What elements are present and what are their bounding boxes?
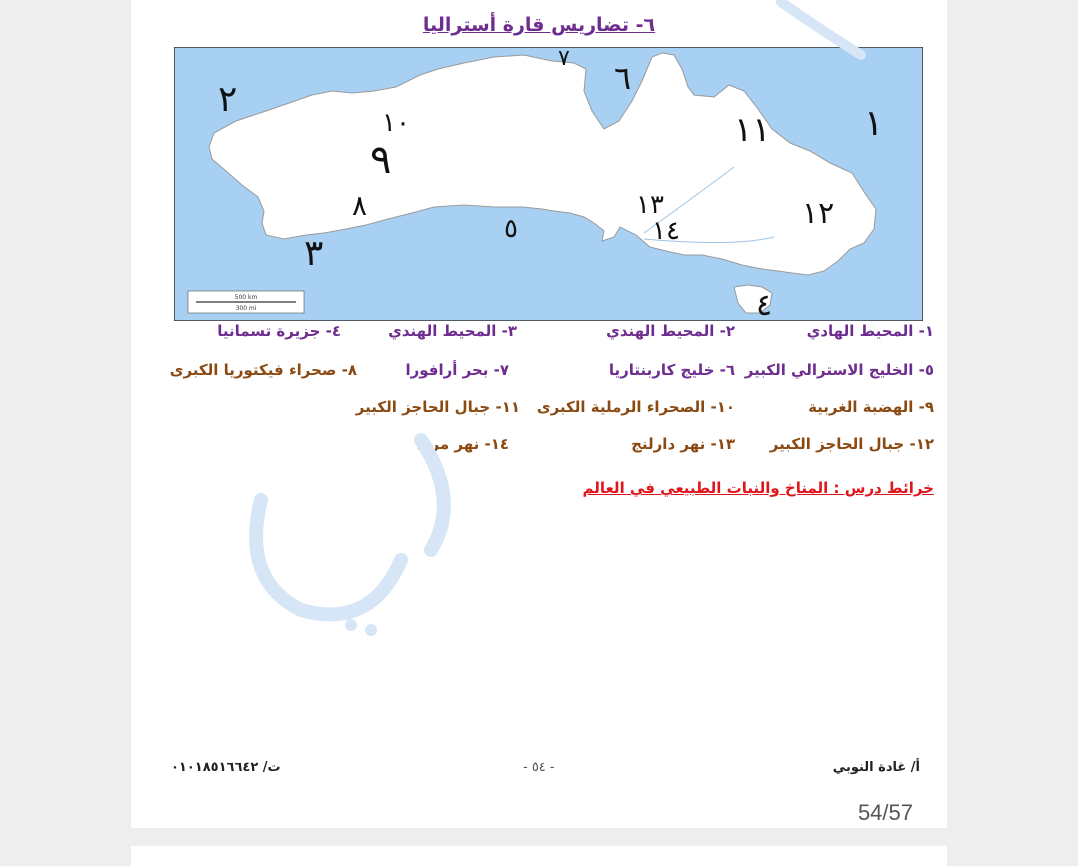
page-number-label: - ٥٤ -: [523, 760, 555, 775]
scale-km-label: 500 km: [234, 294, 258, 301]
map-marker-9: ٩: [370, 137, 392, 183]
legend-item-13: ١٣- نهر دارلنج: [631, 435, 735, 453]
legend-item-4: ٤- جزيرة تسمانيا: [217, 322, 341, 340]
legend-item-5: ٥- الخليج الاسترالي الكبير: [744, 361, 934, 379]
map-marker-14: ١٤: [652, 216, 680, 246]
map-marker-8: ٨: [352, 189, 368, 222]
map-marker-1: ١: [864, 103, 884, 144]
map-marker-11: ١١: [734, 110, 771, 150]
map-marker-6: ٦: [614, 59, 632, 97]
document-page: [131, 0, 947, 828]
legend-item-3: ٣- المحيط الهندي: [388, 322, 517, 340]
map-marker-13: ١٣: [636, 190, 664, 220]
watermark-stroke: [771, 0, 871, 60]
map-scale-bar: [188, 291, 304, 313]
legend-item-11: ١١- جبال الحاجز الكبير: [355, 398, 520, 416]
map-marker-2: ٢: [218, 79, 238, 120]
map-marker-7: ٧: [558, 47, 570, 71]
legend-item-14: ١٤- نهر مري: [416, 435, 509, 453]
watermark-decoration: [231, 380, 491, 640]
map-marker-10: ١٠: [382, 108, 410, 138]
legend-item-6: ٦- خليج كاربنتاريا: [608, 361, 735, 379]
legend-item-7: ٧- بحر أرافورا: [405, 361, 509, 379]
author-name: أ/ غادة النوبي: [832, 760, 920, 775]
page-counter: 54/57: [857, 800, 913, 825]
map-marker-3: ٣: [304, 233, 324, 274]
legend-item-10: ١٠- الصحراء الرملية الكبرى: [536, 398, 735, 416]
scale-mi-label: 300 mi: [235, 305, 257, 312]
page-title: ٦- تضاريس قارة أستراليا: [422, 14, 656, 36]
legend-item-9: ٩- الهضبة الغربية: [808, 398, 934, 416]
next-page-edge: [131, 846, 947, 866]
map-marker-12: ١٢: [802, 196, 835, 231]
map-marker-5: ٥: [504, 214, 518, 244]
lesson-subtitle: خرائط درس : المناخ والنبات الطبيعي في العالم: [582, 479, 934, 497]
australia-map: [174, 47, 923, 321]
phone-number: ت/ ٠١٠١٨٥١٦٦٤٢: [171, 760, 281, 775]
legend-item-12: ١٢- جبال الحاجز الكبير: [769, 435, 934, 453]
legend-item-1: ١- المحيط الهادي: [806, 322, 934, 340]
legend-item-2: ٢- المحيط الهندي: [606, 322, 735, 340]
map-marker-4: ٤: [756, 288, 773, 321]
legend-item-8: ٨- صحراء فيكتوريا الكبرى: [169, 361, 357, 379]
